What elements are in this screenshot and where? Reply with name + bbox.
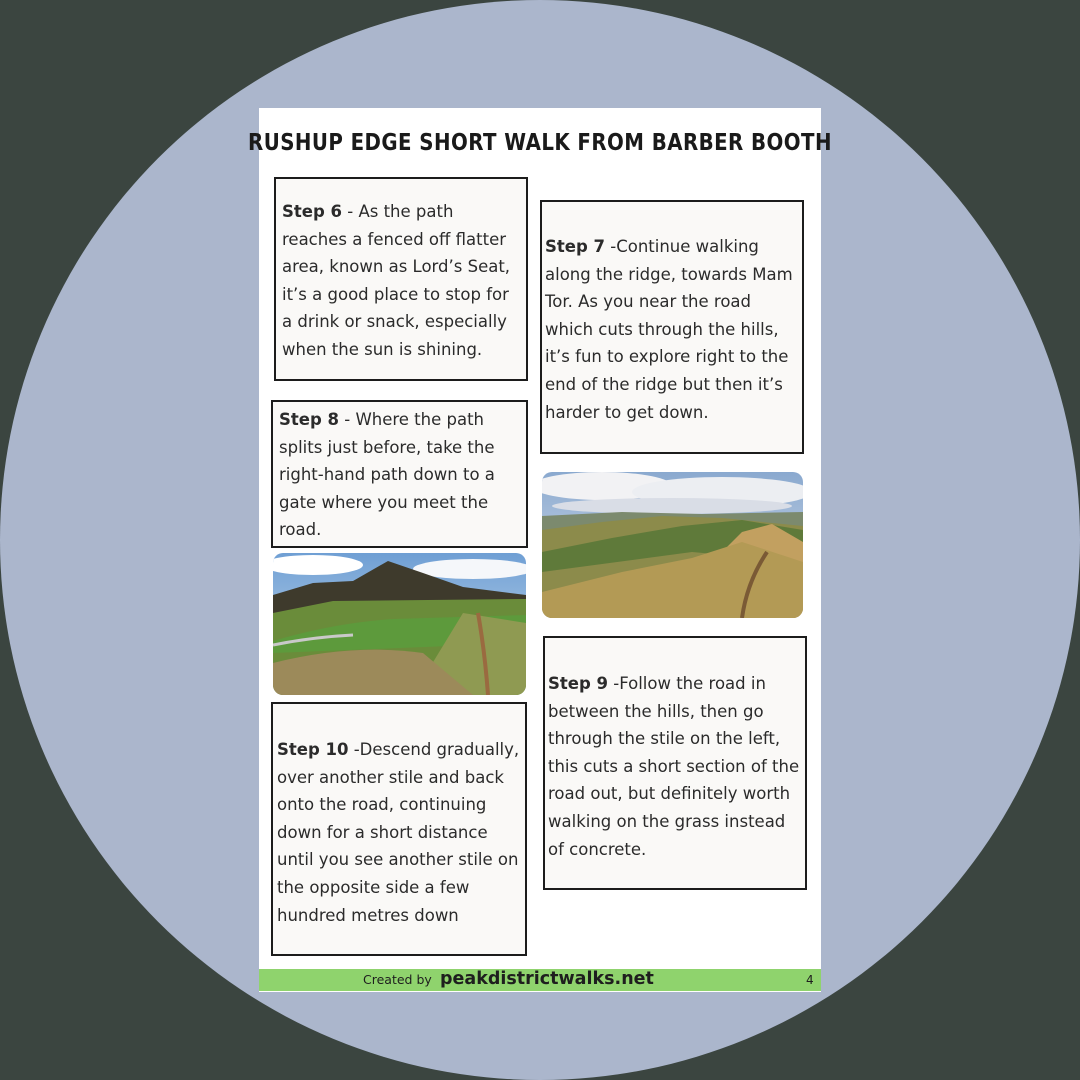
step-7-box — [540, 200, 804, 454]
step-6-box — [274, 177, 528, 381]
step-10-label: Step 10 — [277, 740, 349, 759]
footer-credit: Created by — [363, 972, 432, 987]
page-title: RUSHUP EDGE SHORT WALK FROM BARBER BOOTH — [248, 130, 832, 156]
step-10-text: -Descend gradually, over another stile and back onto the road, continuing down for a short distance until you see another stile on the opposite side a few hundred metres down — [277, 740, 520, 925]
page-number: 4 — [806, 973, 814, 987]
step-6-text: - As the path reaches a fenced off flatter area, known as Lord’s Seat, it’s a good place to stop for a drink or snack, especially when the sun is shining. — [282, 202, 511, 359]
footer-site-link[interactable]: peakdistrictwalks.net — [440, 969, 654, 989]
mam-tor-photo-left — [273, 553, 526, 695]
ridge-photo-right — [542, 472, 803, 618]
step-7-text: -Continue walking along the ridge, towards Mam Tor. As you near the road which cuts through the hills, it’s fun to explore right to the end of the ridge but then it’s harder to get down. — [545, 237, 793, 422]
step-9-text: -Follow the road in between the hills, then go through the stile on the left, this cuts a short section of the road out, but definitely worth walking on the grass instead of concrete. — [548, 674, 800, 859]
step-9-box — [543, 636, 807, 890]
step-10-box — [271, 702, 527, 956]
step-8-label: Step 8 — [279, 410, 339, 429]
step-8-text: - Where the path splits just before, take the right-hand path down to a gate where you meet the road. — [279, 410, 495, 540]
step-8-box — [271, 400, 528, 548]
step-6-label: Step 6 — [282, 202, 342, 221]
step-9-label: Step 9 — [548, 674, 608, 693]
step-7-label: Step 7 — [545, 237, 605, 256]
